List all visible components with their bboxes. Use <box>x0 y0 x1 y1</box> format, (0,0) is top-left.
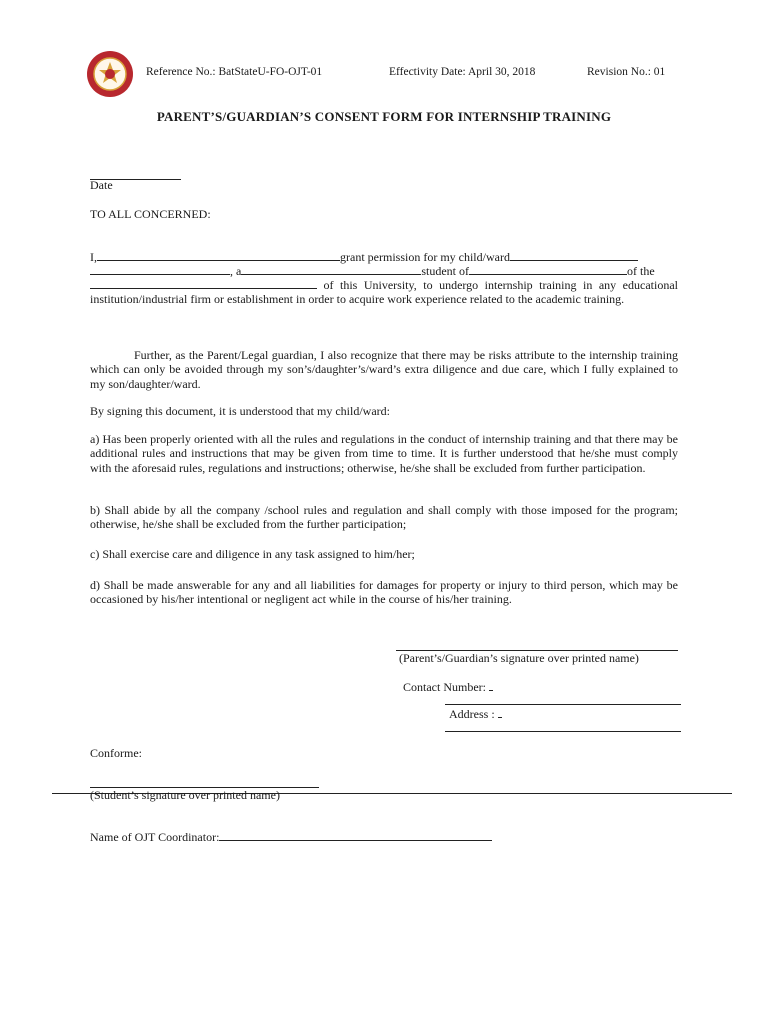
parent-name-field[interactable] <box>97 248 340 261</box>
conforme-label: Conforme: <box>90 746 142 760</box>
address-label: Address : <box>449 705 502 722</box>
year-level-field[interactable] <box>241 262 421 275</box>
revision-number: Revision No.: 01 <box>587 66 666 78</box>
address-field[interactable] <box>445 731 681 732</box>
date-label: Date <box>90 178 113 192</box>
child-name-field-2[interactable] <box>90 262 230 275</box>
permission-rest: of this University, to undergo internship training in any educational institution/industrial firm or establishment in order to acquire work experience related to the academic training. <box>90 278 678 307</box>
permission-i: I, <box>90 250 97 264</box>
condition-item-d: d) Shall be made answerable for any and all liabilities for damages for property or injury to third person, which may be occasioned by his/her intentional or negligent act while in the course of his/her training. <box>90 578 678 607</box>
form-title: PARENT’S/GUARDIAN’S CONSENT FORM FOR INTERNSHIP TRAINING <box>156 109 612 124</box>
permission-grant: grant permission for my child/ward <box>340 250 510 264</box>
coordinator-row <box>90 828 492 845</box>
child-name-field[interactable] <box>510 248 638 261</box>
coordinator-name-field[interactable] <box>219 828 492 841</box>
university-seal-logo <box>86 50 134 98</box>
condition-item-b: b) Shall abide by all the company /school rules and regulation and shall comply with those imposed for the program; otherwise, he/she shall be excluded from the further participation; <box>90 503 678 532</box>
condition-item-c: c) Shall exercise care and diligence in any task assigned to him/her; <box>90 547 415 561</box>
salutation: TO ALL CONCERNED: <box>90 207 211 221</box>
effectivity-date: Effectivity Date: April 30, 2018 <box>389 66 536 78</box>
condition-item-a: a) Has been properly oriented with all the rules and regulations in the conduct of internship training and that there may be additional rules and instructions that may be given from time to time. It is further understood that he/she must comply with the aforesaid rules, regulations and instructions; otherwise, he/she shall be excluded from further participation. <box>90 432 678 475</box>
permission-line-3 <box>90 276 678 307</box>
program-field[interactable] <box>469 262 627 275</box>
parent-signature-caption: (Parent’s/Guardian’s signature over printed name) <box>399 651 639 665</box>
by-signing-statement: By signing this document, it is understood that my child/ward: <box>90 404 390 418</box>
further-paragraph: Further, as the Parent/Legal guardian, I also recognize that there may be risks attribute to the internship training which can only be avoided through my son’s/daughter’s/ward’s extra diligence and due care, which I fully explained to my son/daughter/ward. <box>90 348 678 391</box>
permission-student-of: student of <box>421 264 469 278</box>
coordinator-label: Name of OJT Coordinator: <box>90 830 220 844</box>
permission-of-the: of the <box>627 264 655 278</box>
permission-a: , a <box>230 264 242 278</box>
student-signature-caption: (Student’s signature over printed name) <box>90 788 280 802</box>
contact-number-label: Contact Number: <box>403 678 493 695</box>
reference-number: Reference No.: BatStateU-FO-OJT-01 <box>146 66 323 78</box>
college-field[interactable] <box>90 276 317 289</box>
